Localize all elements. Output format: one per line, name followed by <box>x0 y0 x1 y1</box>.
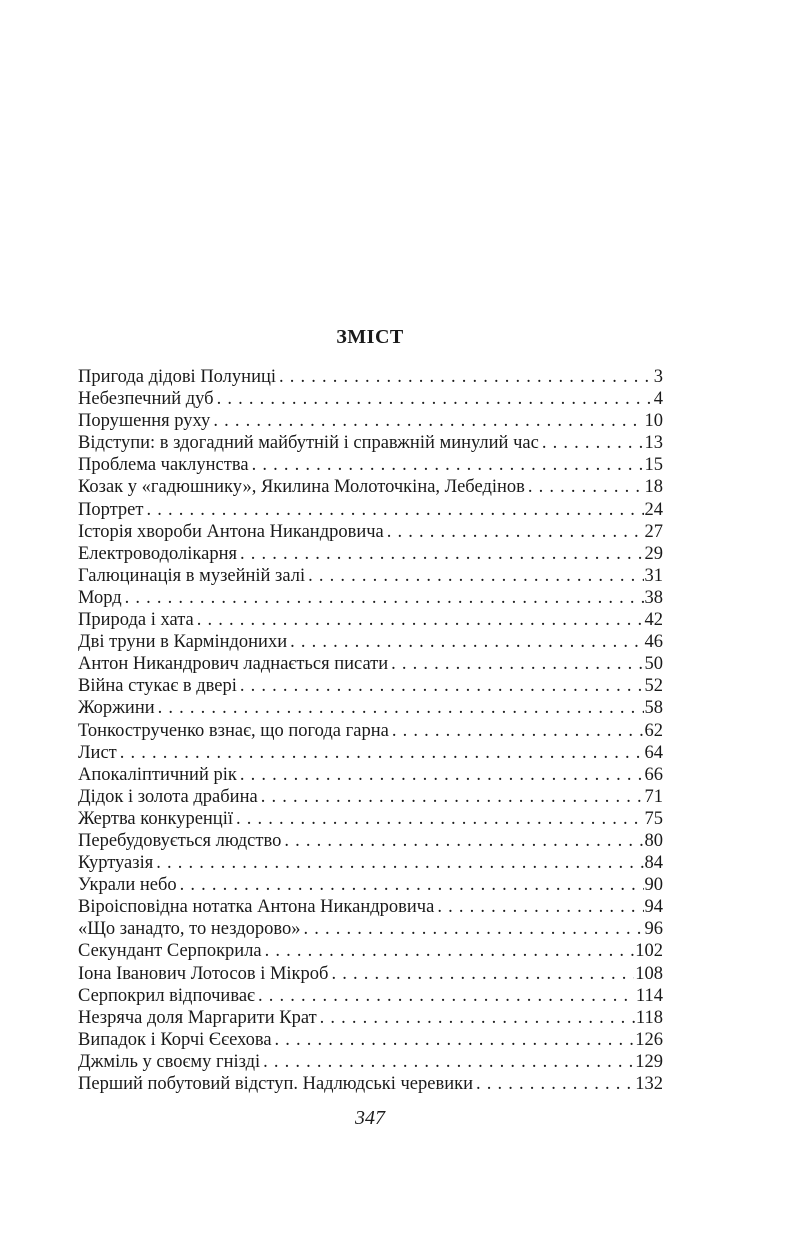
toc-entry-title: Пригода дідові Полуниці <box>78 367 277 387</box>
toc-entry-page: 126 <box>635 1029 663 1050</box>
toc-entry-title: Украли небо <box>78 875 177 896</box>
toc-entry <box>78 764 663 786</box>
toc-entry-page: 31 <box>644 565 663 586</box>
toc-entry <box>78 410 663 432</box>
toc-entry <box>78 697 663 719</box>
toc-entry-leader <box>290 631 643 653</box>
toc-entry-page: 38 <box>644 587 663 608</box>
toc-entry-page: 4 <box>653 389 663 410</box>
toc-entry-title: Галюцинація в музейній залі <box>78 565 306 586</box>
toc-entry-leader <box>213 410 643 432</box>
toc-entry-leader <box>125 587 644 609</box>
toc-entry-leader <box>261 786 644 808</box>
toc-entry <box>78 587 663 609</box>
toc-entry-leader <box>240 675 644 697</box>
toc-entry-page: 24 <box>644 499 663 520</box>
toc-entry-title: Випадок і Корчі Єєехова <box>78 1029 272 1050</box>
toc-entry-page: 132 <box>635 1074 663 1094</box>
toc-entry <box>78 543 663 565</box>
toc-entry-page: 114 <box>635 985 663 1006</box>
toc-entry-page: 108 <box>635 963 663 984</box>
toc-entry-title: Відступи: в здогадний майбутній і справжній минулий час <box>78 433 539 454</box>
toc-entry <box>78 476 663 498</box>
toc-entry-title: Віроісповідна нотатка Антона Никандровича <box>78 897 435 918</box>
toc-entry-title: Небезпечний дуб <box>78 389 214 410</box>
toc-entry <box>78 963 663 985</box>
toc-entry-page: 58 <box>644 698 663 719</box>
toc-entry <box>78 985 663 1007</box>
toc-entry-title: Проблема чаклунства <box>78 455 249 476</box>
toc-entry <box>78 675 663 697</box>
toc-entry-leader <box>528 476 644 498</box>
toc-entry-title: Козак у «гадюшнику», Якилина Молоточкіна, Лебедінов <box>78 477 525 498</box>
toc-entry <box>78 896 663 918</box>
toc-entry-leader <box>265 940 635 962</box>
toc-entry-page: 94 <box>644 897 663 918</box>
toc-entry-leader <box>158 697 644 719</box>
toc-entry-leader <box>320 1007 635 1029</box>
toc-entry <box>78 388 663 410</box>
toc-entry-page: 3 <box>653 367 663 387</box>
toc-entry-page: 129 <box>635 1051 663 1072</box>
toc-entry <box>78 366 663 388</box>
toc-entry-leader <box>240 543 644 565</box>
toc-entry <box>78 918 663 940</box>
toc-entry <box>78 1051 663 1073</box>
toc-entry-title: Тонкострученко взнає, що погода гарна <box>78 720 389 741</box>
toc-entry <box>78 432 663 454</box>
toc-entry <box>78 521 663 543</box>
toc-entry-page: 50 <box>644 654 663 675</box>
toc-entry-leader <box>275 1029 635 1051</box>
toc-entry <box>78 852 663 874</box>
toc-entry-page: 62 <box>644 720 663 741</box>
toc-entry-leader <box>180 874 644 896</box>
toc-entry-page: 27 <box>644 521 663 542</box>
toc-entry <box>78 1007 663 1029</box>
toc-entry-title: Куртуазія <box>78 853 154 874</box>
toc-list <box>78 366 663 1095</box>
toc-entry-title: Апокаліптичний рік <box>78 764 237 785</box>
toc-entry <box>78 631 663 653</box>
toc-entry-page: 90 <box>644 875 663 896</box>
toc-entry-leader <box>476 1073 634 1095</box>
toc-entry-leader <box>308 565 643 587</box>
toc-entry-page: 118 <box>635 1007 663 1028</box>
toc-entry <box>78 653 663 675</box>
toc-entry-title: Портрет <box>78 499 144 520</box>
toc-entry-title: Лист <box>78 742 117 763</box>
toc-entry-page: 84 <box>644 853 663 874</box>
toc-entry-page: 10 <box>644 411 663 432</box>
toc-entry-leader <box>120 742 644 764</box>
toc-entry-leader <box>437 896 643 918</box>
toc-entry <box>78 808 663 830</box>
toc-entry-page: 80 <box>644 830 663 851</box>
toc-entry <box>78 940 663 962</box>
toc-entry-page: 52 <box>644 676 663 697</box>
toc-entry-title: «Що занадто, то нездорово» <box>78 919 301 940</box>
toc-entry-title: Дідок і золота драбина <box>78 786 258 807</box>
toc-entry-leader <box>156 852 643 874</box>
toc-entry-title: Антон Никандрович ладнається писати <box>78 654 389 675</box>
toc-entry-title: Порушення руху <box>78 411 211 432</box>
toc-entry-leader <box>279 366 653 388</box>
toc-entry-leader <box>391 653 643 675</box>
toc-entry <box>78 1073 663 1095</box>
toc-entry-page: 46 <box>644 632 663 653</box>
toc-entry-title: Джміль у своєму гнізді <box>78 1051 261 1072</box>
toc-entry <box>78 565 663 587</box>
toc-entry-page: 71 <box>644 786 663 807</box>
toc-entry <box>78 499 663 521</box>
toc-entry-leader <box>263 1051 634 1073</box>
toc-entry <box>78 830 663 852</box>
toc-entry-page: 13 <box>644 433 663 454</box>
toc-entry-leader <box>284 830 643 852</box>
toc-entry-title: Війна стукає в двері <box>78 676 237 697</box>
toc-entry <box>78 720 663 742</box>
toc-entry-title: Жоржини <box>78 698 155 719</box>
toc-entry-leader <box>252 454 644 476</box>
toc-heading: ЗМІСТ <box>336 326 404 348</box>
toc-entry <box>78 874 663 896</box>
toc-entry-leader <box>146 499 643 521</box>
toc-entry-leader <box>387 521 644 543</box>
toc-entry <box>78 786 663 808</box>
toc-entry-title: Серпокрил відпочиває <box>78 985 255 1006</box>
toc-entry-leader <box>236 808 644 830</box>
toc-entry-page: 15 <box>644 455 663 476</box>
toc-entry-title: Перебудовується людство <box>78 830 282 851</box>
toc-entry-leader <box>197 609 644 631</box>
toc-entry-title: Секундант Серпокрила <box>78 941 262 962</box>
toc-entry-leader <box>303 918 643 940</box>
toc-entry-title: Природа і хата <box>78 610 194 631</box>
toc-entry-page: 29 <box>644 543 663 564</box>
toc-entry-page: 75 <box>644 808 663 829</box>
toc-entry-page: 102 <box>635 941 663 962</box>
toc-entry-page: 66 <box>644 764 663 785</box>
toc-entry <box>78 609 663 631</box>
toc-entry-page: 42 <box>644 610 663 631</box>
toc-entry-title: Електроводолікарня <box>78 543 237 564</box>
toc-entry-page: 96 <box>644 919 663 940</box>
toc-entry-leader <box>542 432 644 454</box>
toc-entry-title: Іона Іванович Лотосов і Мікроб <box>78 963 329 984</box>
toc-entry <box>78 454 663 476</box>
toc-entry-leader <box>217 388 653 410</box>
toc-entry-leader <box>331 963 634 985</box>
toc-entry-page: 64 <box>644 742 663 763</box>
toc-entry-title: Дві труни в Карміндонихи <box>78 632 288 653</box>
toc-entry <box>78 1029 663 1051</box>
toc-entry <box>78 742 663 764</box>
page-number: 347 <box>355 1107 385 1129</box>
toc-entry-leader <box>240 764 644 786</box>
toc-entry-title: Історія хвороби Антона Никандровича <box>78 521 384 542</box>
toc-entry-title: Перший побутовий відступ. Надлюдські черевики <box>78 1074 474 1094</box>
toc-entry-title: Незряча доля Маргарити Крат <box>78 1007 317 1028</box>
toc-entry-title: Жертва конкуренції <box>78 808 233 829</box>
toc-entry-title: Морд <box>78 587 122 608</box>
toc-entry-page: 18 <box>644 477 663 498</box>
toc-entry-leader <box>258 985 635 1007</box>
toc-entry-leader <box>392 720 644 742</box>
